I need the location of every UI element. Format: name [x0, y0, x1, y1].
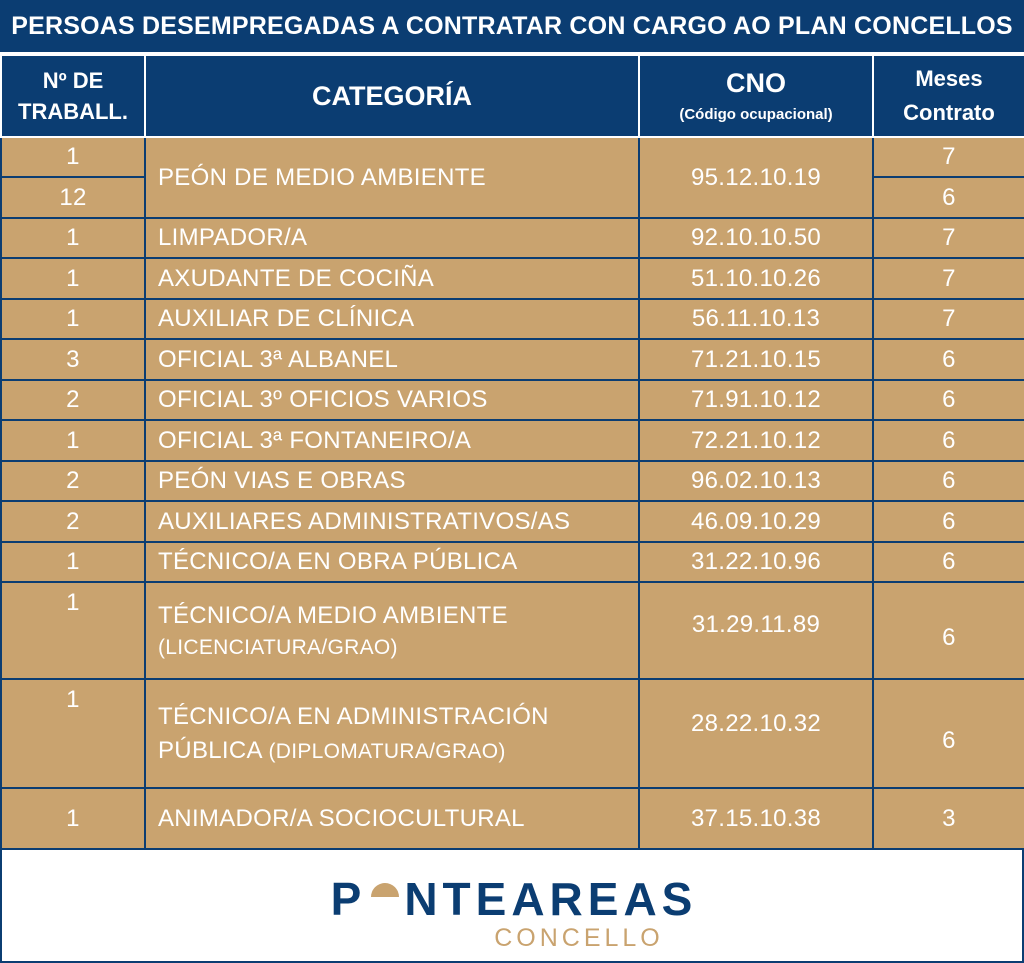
cell-cno: 92.10.10.50	[639, 218, 873, 258]
cell-months: 6	[873, 339, 1024, 380]
cell-category: PEÓN VIAS E OBRAS	[145, 461, 639, 501]
cell-months: 6	[873, 380, 1024, 420]
cell-cno: 71.21.10.15	[639, 339, 873, 380]
cell-num: 1	[1, 218, 145, 258]
cell-months: 6	[873, 461, 1024, 501]
cell-cno: 37.15.10.38	[639, 788, 873, 849]
table-row	[1, 299, 1024, 339]
cell-cno: 31.29.11.89	[639, 582, 873, 679]
cell-num: 1	[1, 542, 145, 582]
cell-num: 1	[1, 137, 145, 177]
cell-cno: 46.09.10.29	[639, 501, 873, 542]
cell-num: 1	[1, 299, 145, 339]
logo-subtitle: CONCELLO	[494, 924, 664, 952]
cell-category: OFICIAL 3ª FONTANEIRO/A	[145, 420, 639, 461]
cell-category: AUXILIAR DE CLÍNICA	[145, 299, 639, 339]
cell-cno: 28.22.10.32	[639, 679, 873, 788]
table-row	[1, 788, 1024, 849]
table-row	[1, 137, 1024, 177]
cell-category: OFICIAL 3º OFICIOS VARIOS	[145, 380, 639, 420]
cell-category: AXUDANTE DE COCIÑA	[145, 258, 639, 299]
header-cno-label: CNO	[726, 68, 786, 98]
logo-footer	[0, 850, 1024, 963]
cell-category: ANIMADOR/A SOCIOCULTURAL	[145, 788, 639, 849]
cell-months: 6	[873, 542, 1024, 582]
cell-category: TÉCNICO/A EN OBRA PÚBLICA	[145, 542, 639, 582]
table-header-row	[1, 55, 1024, 137]
cell-months: 7	[873, 299, 1024, 339]
table-row	[1, 218, 1024, 258]
page-title	[0, 0, 1024, 54]
header-cno	[639, 55, 873, 137]
cell-months: 6	[873, 679, 1024, 788]
table-row	[1, 380, 1024, 420]
header-months	[873, 55, 1024, 137]
header-months-line2: Contrato	[903, 100, 995, 125]
header-months-line1: Meses	[915, 66, 983, 91]
cell-num: 1	[1, 420, 145, 461]
cell-category-line1: TÉCNICO/A MEDIO AMBIENTE	[158, 601, 508, 629]
cell-months: 6	[873, 420, 1024, 461]
cell-cno: 95.12.10.19	[639, 137, 873, 218]
table-row	[1, 420, 1024, 461]
cell-cno: 96.02.10.13	[639, 461, 873, 501]
cell-num: 12	[1, 177, 145, 218]
header-cno-sublabel: (Código ocupacional)	[679, 106, 833, 123]
header-num-line2: TRABALL.	[18, 99, 128, 124]
cell-category	[145, 582, 639, 679]
cell-num: 2	[1, 380, 145, 420]
cell-months: 6	[873, 501, 1024, 542]
logo-o-icon	[368, 879, 402, 915]
header-category	[145, 55, 639, 137]
cell-num: 3	[1, 339, 145, 380]
table-row	[1, 339, 1024, 380]
cell-months: 3	[873, 788, 1024, 849]
header-num-workers	[1, 55, 145, 137]
cell-num: 2	[1, 461, 145, 501]
cell-category-line1: TÉCNICO/A EN ADMINISTRACIÓN	[158, 702, 549, 730]
cell-num: 1	[1, 582, 145, 679]
cell-cno: 71.91.10.12	[639, 380, 873, 420]
header-category-label: CATEGORÍA	[312, 80, 472, 111]
cell-category-line2-main: PÚBLICA	[158, 736, 269, 764]
cell-months: 7	[873, 137, 1024, 177]
table-row	[1, 679, 1024, 788]
header-num-line1: Nº DE	[42, 68, 104, 93]
cell-category-line2-note: (DIPLOMATURA/GRAO)	[268, 739, 506, 763]
cell-num: 2	[1, 501, 145, 542]
cell-cno: 31.22.10.96	[639, 542, 873, 582]
cell-category	[145, 679, 639, 788]
cell-months: 7	[873, 258, 1024, 299]
logo-wordmark	[2, 872, 1024, 926]
cell-months: 7	[873, 218, 1024, 258]
cell-num: 1	[1, 258, 145, 299]
cell-category-line2	[158, 737, 638, 765]
cell-category: OFICIAL 3ª ALBANEL	[145, 339, 639, 380]
logo-rest: NTEAREAS	[404, 873, 698, 925]
cell-num: 1	[1, 788, 145, 849]
cell-cno: 51.10.10.26	[639, 258, 873, 299]
jobs-table	[0, 54, 1024, 850]
table-row	[1, 461, 1024, 501]
page-title-text: PERSOAS DESEMPREGADAS A CONTRATAR CON CARGO AO PLAN CONCELLOS	[11, 11, 1013, 40]
cell-months: 6	[873, 582, 1024, 679]
logo-letter-p: P	[330, 873, 367, 925]
table-row	[1, 542, 1024, 582]
table-row	[1, 582, 1024, 679]
cell-num: 1	[1, 679, 145, 788]
cell-category-line2: (LICENCIATURA/GRAO)	[158, 635, 398, 659]
cell-category: LIMPADOR/A	[145, 218, 639, 258]
cell-category: PEÓN DE MEDIO AMBIENTE	[145, 137, 639, 218]
cell-category: AUXILIARES ADMINISTRATIVOS/AS	[145, 501, 639, 542]
cell-cno: 56.11.10.13	[639, 299, 873, 339]
table-row	[1, 501, 1024, 542]
cell-cno: 72.21.10.12	[639, 420, 873, 461]
table-row	[1, 258, 1024, 299]
cell-months: 6	[873, 177, 1024, 218]
